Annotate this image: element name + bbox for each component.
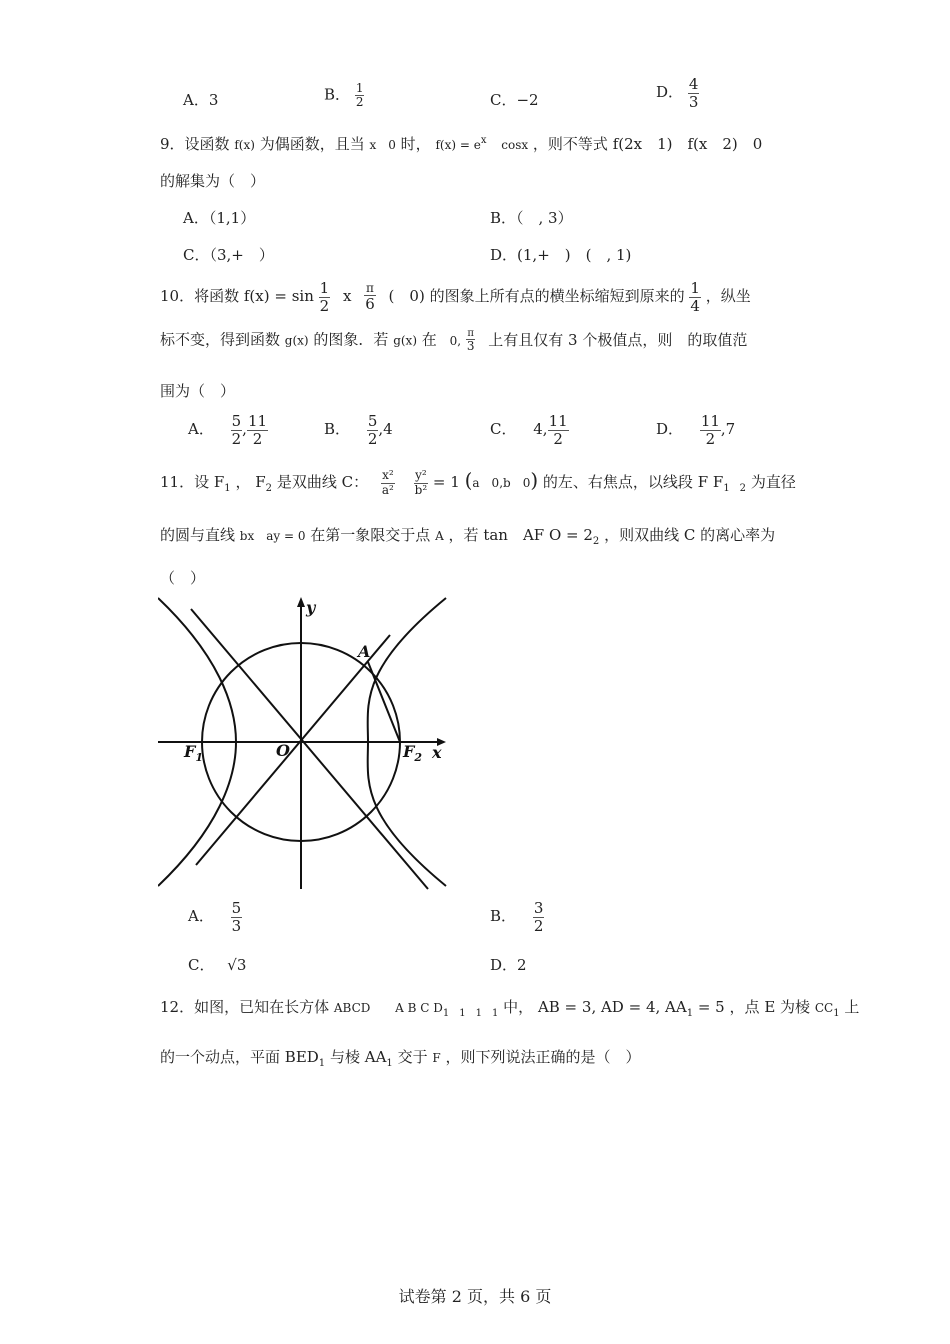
fraction: $\frac{1}{2}$ (355, 81, 364, 110)
q11-stem-line3: （ ） (160, 569, 206, 587)
q10-stem-line1: 10．将函数 f(x) = sin $\frac{1}{2}$ x $\frac{\pi}{6}$ ( 0) 的图象上所有点的横坐标缩短到原来的 $\frac{1}{4}$ ，纵坐 (160, 279, 751, 315)
q9-option-c: C．（3,+ ） (183, 246, 274, 264)
fraction: $\frac{11}{2}$ (247, 412, 268, 448)
segment-a-f2 (368, 662, 400, 742)
q9-option-b: B．（ , 3） (490, 209, 573, 227)
q9-option-a: A．（1,1） (183, 209, 256, 227)
q8-option-d: D． $\frac{4}{3}$ (656, 75, 699, 111)
label-o: O (276, 741, 290, 760)
q11-option-b: B． $\frac{3}{2}$ (490, 899, 544, 935)
q10-option-b: B． $\frac{5}{2}$ ,4 (324, 412, 393, 448)
label-a: A (358, 642, 371, 661)
fraction: $\frac{3}{2}$ (533, 899, 544, 935)
fraction: $\frac{1}{4}$ (690, 279, 700, 315)
fraction: $\frac{\text{x²}}{\text{a²}}$ (381, 468, 394, 497)
fraction: $\frac{4}{3}$ (688, 75, 699, 111)
fraction: $\frac{1}{2}$ (319, 279, 330, 315)
q10-option-d: D． $\frac{11}{2}$ ,7 (656, 412, 736, 448)
q10-stem-line2: 标不变，得到函数 g(x) 的图象．若 g(x) 在 0, $\frac{\pi}{3}$ 上有且仅有 3 个极值点，则 的取值范 (160, 328, 748, 353)
fraction: $\frac{\pi}{3}$ (466, 328, 475, 353)
q11-stem-line2: 的圆与直线 bx ay = 0 在第一象限交于点 A ，若 tan AF $O = 2_2$ ，则双曲线 C 的离心率为 (160, 526, 776, 547)
fraction: $\frac{\pi}{6}$ (365, 280, 375, 313)
q8-option-b: B． $\frac{1}{2}$ (324, 81, 364, 110)
fraction: $\frac{11}{2}$ (548, 412, 568, 448)
fraction: $\frac{11}{2}$ (700, 412, 720, 448)
fraction: $\frac{\text{y²}}{\text{b²}}$ (414, 468, 428, 497)
q11-option-c: C． √3 (188, 956, 247, 974)
label-f2: $F_2$ (403, 742, 423, 764)
q9-option-d: D．(1,+ ) ( , 1) (490, 246, 632, 264)
q8-option-a: A．3 (183, 91, 219, 109)
q8-option-c: C．−2 (490, 91, 539, 109)
q10-stem-line3: 围为（ ） (160, 382, 236, 400)
q11-stem-line1: 11．设 $F_1$ ， $F_2$ 是双曲线 C： $\frac{\text{x²}}{\text{a²}}$ $\frac{\text{y²}}{\text{b²}}$ = 1 (a 0,b 0) 的左、右焦点，以线段 F $F_{1 2}$ 为直径 (160, 468, 796, 497)
q11-option-a: A． $\frac{5}{3}$ (188, 899, 242, 935)
q11-option-d: D．2 (490, 956, 527, 974)
q10-option-c: C． 4, $\frac{11}{2}$ (490, 412, 568, 448)
y-axis-arrow (297, 597, 305, 607)
fraction: $\frac{5}{3}$ (231, 899, 242, 935)
fraction: $\frac{5}{2}$ (231, 412, 242, 448)
label-x: x (432, 743, 442, 762)
fraction: $\frac{5}{2}$ (367, 412, 378, 448)
q12-stem-line2: 的一个动点，平面 $BED_1$ 与棱 $AA_1$ 交于 F ，则下列说法正确的是（ ） (160, 1048, 641, 1069)
label-f1: $F_1$ (184, 742, 204, 764)
q9-stem-line2: 的解集为（ ） (160, 172, 266, 190)
label-y: y (306, 598, 316, 617)
q12-stem-line1: 12．如图，已知在长方体 ABCD A B C $D_{1 1 1 1}$ 中， AB = 3, AD = 4, $AA_1 = 5$ ，点 E 为棱 $CC_1$ 上 (160, 998, 860, 1019)
q10-option-a: A． $\frac{5}{2}$ , $\frac{11}{2}$ (188, 412, 268, 448)
q9-stem-line1: 9．设函数 f(x) 为偶函数，且当 x 0 时， $f(x) = e^x$ cosx ，则不等式 f(2x 1) f(x 2) 0 (160, 135, 763, 153)
asymptote-positive (196, 635, 390, 865)
page-footer: 试卷第 2 页，共 6 页 (398, 1287, 552, 1306)
hyperbola-circle-figure (158, 595, 448, 890)
